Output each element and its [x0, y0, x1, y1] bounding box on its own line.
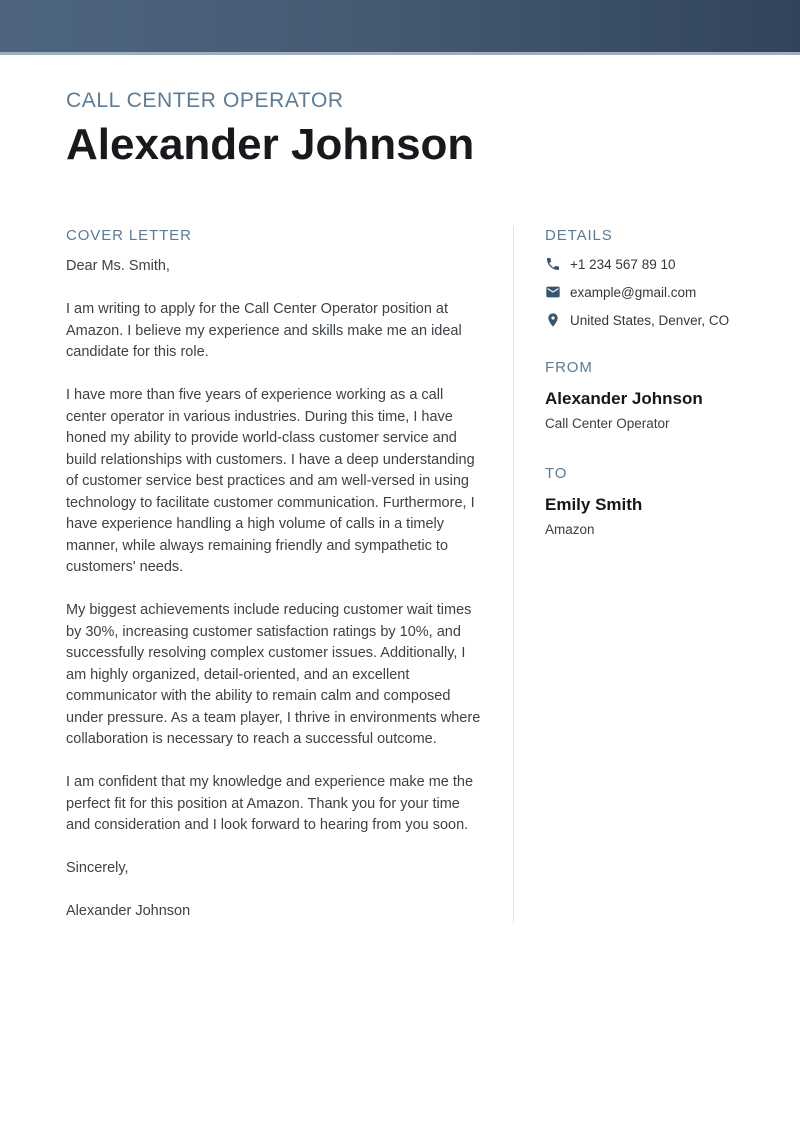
person-name: Alexander Johnson — [66, 120, 475, 169]
cover-letter-heading: COVER LETTER — [66, 227, 192, 244]
signature: Alexander Johnson — [66, 903, 191, 919]
letter-paragraph: My biggest achievements include reducing customer wait times by 30%, increasing customer satisfaction ratings by 10%, and successfully resolving complex customer issues. Additionally, I am highly organized, detail-oriented, and an excellent communicator with the ability to remain calm and composed under pressure. As a team player, I thrive in environments where collaboration is necessary to reach a successful outcome. — [66, 602, 481, 747]
closing: Sincerely, — [66, 860, 129, 876]
salutation: Dear Ms. Smith, — [66, 258, 170, 274]
location-icon — [545, 312, 561, 328]
detail-row-phone — [545, 256, 734, 272]
to-heading: TO — [545, 465, 568, 482]
cover-letter-section — [66, 226, 482, 923]
to-company: Amazon — [545, 522, 595, 537]
location-text: United States, Denver, CO — [570, 312, 730, 328]
letter-paragraph: I am confident that my knowledge and experience make me the perfect fit for this position at Amazon. Thank you for your time and consideration and I look forward to hearing from you soon. — [66, 774, 474, 833]
from-job-title: Call Center Operator — [545, 416, 670, 431]
phone-number: +1 234 567 89 10 — [570, 256, 676, 272]
detail-row-email — [545, 284, 734, 300]
column-divider — [513, 226, 514, 923]
phone-icon — [545, 256, 561, 272]
letter-paragraph: I have more than five years of experience working as a call center operator in various industries. During this time, I have honed my ability to provide world-class customer service and build relationships with customers. I have a deep understanding of customer service best practices and am well-versed in using technology to facilitate customer communication. Furthermore, I have experience handling a high volume of calls in a timely manner, while always remaining friendly and sympathetic to customers' needs. — [66, 387, 475, 575]
from-heading: FROM — [545, 359, 593, 376]
top-band — [0, 0, 800, 55]
from-name: Alexander Johnson — [545, 389, 703, 408]
email-icon — [545, 284, 561, 300]
detail-row-location — [545, 312, 734, 328]
email-address: example@gmail.com — [570, 284, 697, 300]
letter-paragraph: I am writing to apply for the Call Center Operator position at Amazon. I believe my experience and skills make me an ideal candidate for this role. — [66, 301, 462, 360]
job-title: CALL CENTER OPERATOR — [66, 89, 344, 112]
details-heading: DETAILS — [545, 227, 613, 244]
to-name: Emily Smith — [545, 495, 643, 514]
content-columns — [0, 226, 800, 923]
title-block — [0, 55, 800, 170]
sidebar — [545, 226, 734, 923]
